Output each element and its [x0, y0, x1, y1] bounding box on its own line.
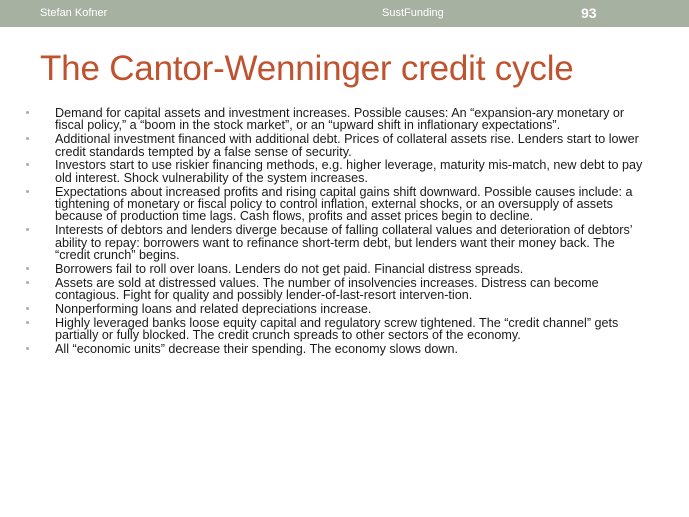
bullet-item: [24, 159, 650, 184]
slide-header-bar: [0, 0, 689, 27]
bullet-item: [24, 263, 650, 275]
bullet-dot-icon: [26, 321, 29, 324]
bullet-text: Nonperforming loans and related depreciations increase.: [55, 301, 372, 316]
bullet-item: [24, 133, 650, 158]
bullet-list: [24, 107, 650, 357]
bullet-dot-icon: [26, 163, 29, 166]
bullet-item: [24, 317, 650, 342]
header-course-name: SustFunding: [382, 7, 444, 19]
bullet-dot-icon: [26, 190, 29, 193]
bullet-dot-icon: [26, 137, 29, 140]
bullet-item: [24, 277, 650, 302]
bullet-dot-icon: [26, 111, 29, 114]
bullet-text: Highly leveraged banks loose equity capital and regulatory screw tightened. The “credit channel” gets partially or fully blocked. The credit crunch spreads to other sectors of the economy.: [55, 315, 619, 343]
bullet-text: Expectations about increased profits and rising capital gains shift downward. Possible causes include: a tightening of monetary or fiscal policy to control inflation, external shocks, or an oversupply of assets because of production time lags. Cash flows, profits and asset prices begin to decline.: [55, 184, 633, 224]
bullet-text: Interests of debtors and lenders diverge because of falling collateral values and deterioration of debtors’ ability to repay: borrowers want to refinance short-term debt, but lenders want their money back. The “credit crunch” begins.: [55, 223, 633, 263]
bullet-text: Investors start to use riskier financing methods, e.g. higher leverage, maturity mis-match, new debt to pay old interest. Shock vulnerability of the system increases.: [55, 158, 643, 185]
bullet-item: [24, 224, 650, 261]
slide-page-number: 93: [581, 5, 597, 21]
bullet-text: All “economic units” decrease their spending. The economy slows down.: [55, 341, 458, 356]
bullet-item: [24, 186, 650, 223]
bullet-item: [24, 107, 650, 132]
slide-title: The Cantor-Wenninger credit cycle: [40, 49, 574, 88]
bullet-dot-icon: [26, 347, 29, 350]
bullet-text: Assets are sold at distressed values. The number of insolvencies increases. Distress can become contagious. Fight for quality and possibly lender-of-last-resort interven-tion.: [55, 275, 599, 303]
bullet-dot-icon: [26, 267, 29, 270]
header-author: Stefan Kofner: [40, 7, 108, 19]
bullet-item: [24, 343, 650, 355]
bullet-text: Additional investment financed with additional debt. Prices of collateral assets rise. Lenders start to lower credit standards tempted by a false sense of security.: [55, 132, 639, 159]
bullet-dot-icon: [26, 307, 29, 310]
bullet-text: Demand for capital assets and investment increases. Possible causes: An “expansion-ary monetary or fiscal policy,” a “boom in the stock market”, or an “upward shift in inflationary expectations”.: [55, 106, 625, 133]
bullet-dot-icon: [26, 228, 29, 231]
bullet-item: [24, 303, 650, 315]
bullet-dot-icon: [26, 281, 29, 284]
bullet-text: Borrowers fail to roll over loans. Lenders do not get paid. Financial distress spreads.: [55, 261, 524, 276]
